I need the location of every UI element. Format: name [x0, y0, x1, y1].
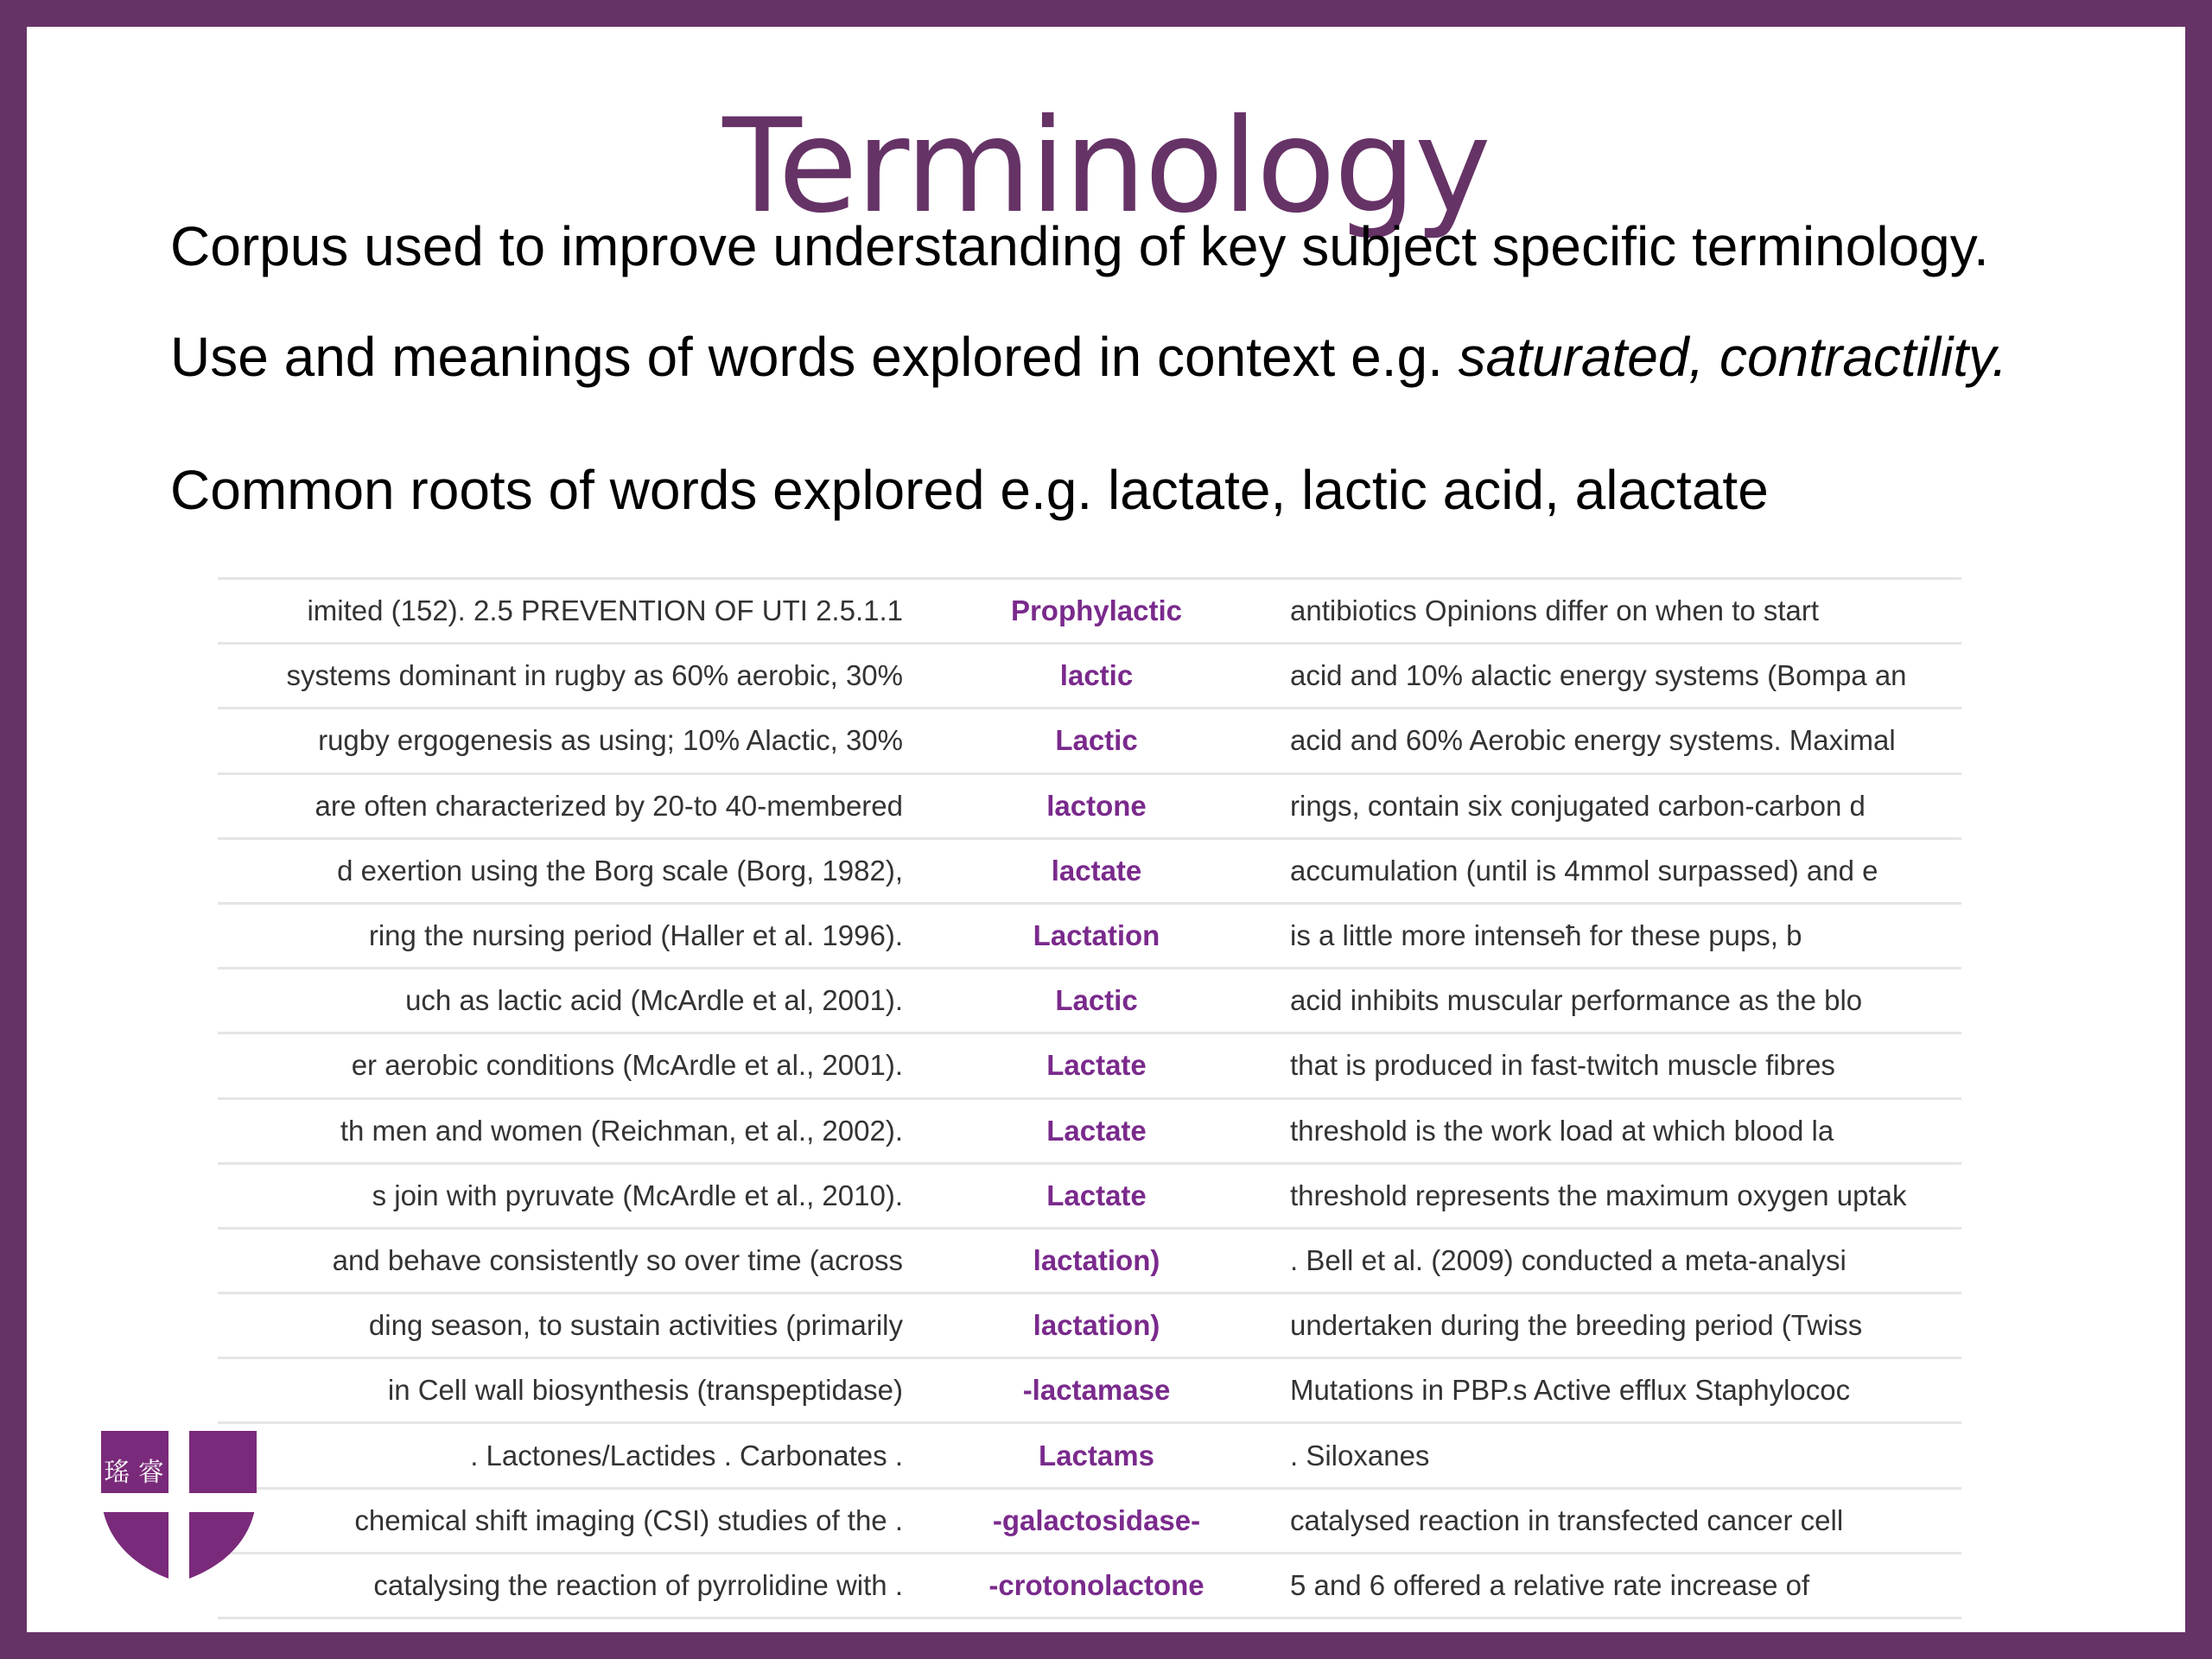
keyword: -crotonolactone	[988, 1568, 1205, 1601]
bullet-meanings-examples: saturated, contractility.	[1458, 326, 2008, 388]
slide	[27, 27, 2185, 1632]
bullet-roots: Common roots of words explored e.g. lactate, lactic acid, alactate	[170, 459, 1769, 521]
left-context: catalysing the reaction of pyrrolidine with .	[373, 1568, 903, 1601]
right-context: acid inhibits muscular performance as the blo	[1290, 984, 1863, 1017]
right-context: antibiotics Opinions differ on when to start	[1290, 594, 1820, 627]
concordance-table	[218, 577, 1961, 1619]
concordance-row	[218, 1163, 1961, 1228]
crest-glyphs: 瑤 睿	[104, 1458, 164, 1488]
right-context: that is produced in fast-twitch muscle fibres	[1290, 1049, 1835, 1082]
keyword: lactic	[1059, 659, 1134, 692]
left-context: s join with pyruvate (McArdle et al., 2010).	[372, 1179, 903, 1211]
keyword: Lactic	[1055, 984, 1138, 1017]
bullet-meanings	[170, 322, 2007, 391]
right-context: acid and 60% Aerobic energy systems. Maximal	[1290, 724, 1896, 757]
keyword: lactation)	[1033, 1309, 1160, 1342]
keyword: lactate	[1051, 854, 1142, 887]
slide-title: Terminology	[722, 92, 1490, 242]
keyword: Lactams	[1039, 1439, 1154, 1471]
right-context: acid and 10% alactic energy systems (Bompa an	[1290, 659, 1907, 692]
left-context: ring the nursing period (Haller et al. 1996).	[368, 919, 903, 952]
left-context: are often characterized by 20-to 40-membered	[315, 789, 903, 822]
left-context: uch as lactic acid (McArdle et al, 2001).	[405, 984, 903, 1017]
concordance-row	[218, 1033, 1961, 1098]
left-context: rugby ergogenesis as using; 10% Alactic, 30%	[318, 724, 903, 757]
keyword: Lactate	[1046, 1049, 1147, 1082]
concordance-row	[218, 1228, 1961, 1293]
concordance-row	[218, 1423, 1961, 1488]
concordance-row	[218, 1294, 1961, 1358]
bullet-meanings-text: Use and meanings of words explored in context e.g.	[170, 326, 1459, 388]
right-context: rings, contain six conjugated carbon-carbon d	[1290, 789, 1866, 822]
left-context: systems dominant in rugby as 60% aerobic, 30%	[286, 659, 903, 692]
right-context: undertaken during the breeding period (Twiss	[1290, 1309, 1863, 1342]
concordance-row	[218, 1358, 1961, 1423]
concordance-body	[218, 579, 1961, 1618]
concordance-row	[218, 644, 1961, 709]
left-context: th men and women (Reichman, et al., 2002).	[340, 1114, 903, 1147]
right-context: Mutations in PBP.s Active efflux Staphylococ	[1290, 1374, 1851, 1407]
keyword: -galactosidase-	[992, 1503, 1201, 1536]
keyword: Lactic	[1055, 724, 1138, 757]
concordance-row	[218, 1098, 1961, 1163]
keyword: -lactamase	[1022, 1374, 1171, 1407]
concordance-row	[218, 579, 1961, 644]
right-context: . Siloxanes	[1290, 1439, 1430, 1471]
left-context: chemical shift imaging (CSI) studies of the .	[354, 1503, 903, 1536]
concordance-row	[218, 903, 1961, 968]
left-context: . Lactones/Lactides . Carbonates .	[470, 1439, 903, 1471]
left-context: imited (152). 2.5 PREVENTION OF UTI 2.5.1.1	[307, 594, 903, 627]
right-context: accumulation (until is 4mmol surpassed) and e	[1290, 854, 1878, 887]
keyword: Lactate	[1046, 1114, 1147, 1147]
concordance-row	[218, 838, 1961, 903]
university-crest-icon	[101, 1431, 257, 1582]
right-context: . Bell et al. (2009) conducted a meta-analysi	[1290, 1243, 1847, 1276]
keyword: lactation)	[1033, 1243, 1160, 1276]
left-context: ding season, to sustain activities (primarily	[368, 1309, 903, 1342]
keyword: Prophylactic	[1010, 594, 1183, 627]
right-context: threshold is the work load at which blood la	[1290, 1114, 1834, 1147]
keyword: Lactation	[1033, 919, 1160, 952]
right-context: 5 and 6 offered a relative rate increase of	[1290, 1568, 1810, 1601]
bullet-corpus: Corpus used to improve understanding of key subject specific terminology.	[170, 215, 1989, 277]
left-context: and behave consistently so over time (across	[332, 1243, 903, 1276]
right-context: threshold represents the maximum oxygen uptak	[1290, 1179, 1907, 1211]
concordance-row	[218, 1553, 1961, 1618]
left-context: in Cell wall biosynthesis (transpeptidase)	[387, 1374, 903, 1407]
right-context: is a little more intenseħ for these pups, b	[1290, 919, 1802, 952]
keyword: Lactate	[1046, 1179, 1147, 1211]
concordance-row	[218, 969, 1961, 1033]
left-context: d exertion using the Borg scale (Borg, 1982),	[337, 854, 903, 887]
keyword: lactone	[1046, 789, 1147, 822]
right-context: catalysed reaction in transfected cancer cell	[1290, 1503, 1844, 1536]
concordance-row	[218, 709, 1961, 773]
concordance-row	[218, 1488, 1961, 1553]
left-context: er aerobic conditions (McArdle et al., 2001).	[351, 1049, 903, 1082]
concordance-row	[218, 773, 1961, 838]
